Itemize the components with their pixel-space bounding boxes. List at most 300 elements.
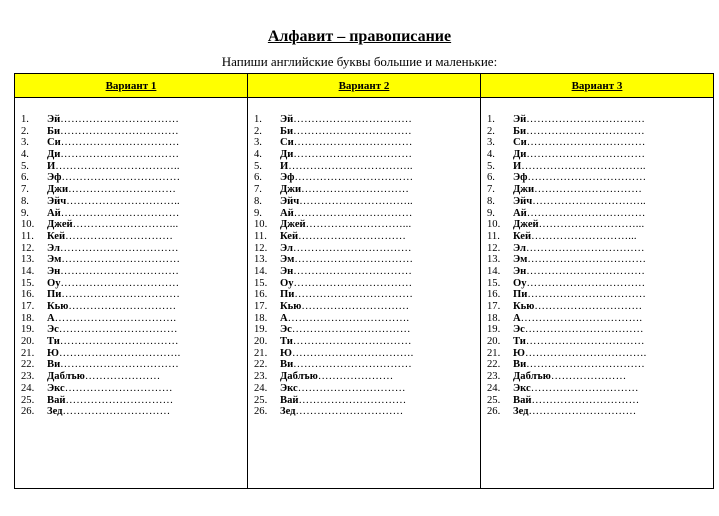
row-number: 10. <box>254 219 268 231</box>
letter-row <box>21 278 247 290</box>
letter-name: Эй <box>280 114 294 125</box>
letter-name: Кью <box>47 301 69 312</box>
answer-blank: ……………………………. <box>54 312 177 324</box>
row-number: 19. <box>487 324 501 336</box>
letter-name: Ви <box>47 359 61 371</box>
letter-name: Оу <box>280 277 294 289</box>
answer-blank: …………………………… <box>526 137 646 149</box>
row-number: 14. <box>21 265 35 277</box>
letter-name: Кей <box>47 230 66 242</box>
letter-row <box>254 406 480 418</box>
row-number: 5. <box>254 160 262 172</box>
row-number: 4. <box>254 149 262 161</box>
row-number: 19. <box>21 324 35 336</box>
row-number: 13. <box>254 254 268 266</box>
row-number: 2. <box>21 125 29 137</box>
row-number: 16. <box>487 289 501 301</box>
letter-name: Джей <box>513 219 539 231</box>
row-number: 9. <box>254 207 262 219</box>
answer-blank: …………………………… <box>60 242 179 254</box>
row-number: 5. <box>21 160 29 172</box>
variant-header-3 <box>481 74 713 98</box>
letter-name: Оу <box>47 277 61 289</box>
answer-blank: …………………………… <box>293 207 413 219</box>
row-number: 13. <box>21 254 35 266</box>
letter-name: Ай <box>280 207 294 219</box>
letter-row <box>21 114 247 126</box>
letter-name: Вай <box>513 394 532 406</box>
letter-row <box>21 383 247 395</box>
row-number: 14. <box>487 265 501 277</box>
letter-row <box>487 219 713 231</box>
row-number: 1. <box>21 114 29 125</box>
letter-name: Зед <box>280 406 296 418</box>
letter-name: Эйч <box>47 195 67 207</box>
variant-header-1 <box>15 74 247 98</box>
letter-row <box>254 383 480 395</box>
row-number: 8. <box>21 195 29 207</box>
row-number: 23. <box>21 371 35 383</box>
row-number: 20. <box>487 336 501 348</box>
row-number: 7. <box>254 184 262 196</box>
letter-row <box>487 395 713 407</box>
answer-blank: ………………………... <box>538 219 645 231</box>
row-number: 6. <box>21 172 29 184</box>
letter-row <box>21 231 247 243</box>
letter-row <box>254 371 480 383</box>
letter-name: Экс <box>513 382 531 394</box>
letter-name: Ай <box>47 207 61 219</box>
answer-blank: ……………………………. <box>291 347 414 359</box>
letter-row <box>487 289 713 301</box>
letter-row <box>487 161 713 173</box>
answer-blank: …………………………… <box>526 114 646 125</box>
letter-row <box>487 313 713 325</box>
letter-row <box>487 231 713 243</box>
row-number: 26. <box>21 406 35 418</box>
letter-name: Джей <box>47 219 73 231</box>
row-number: 3. <box>254 137 262 149</box>
answer-blank: ………………………… <box>295 406 404 418</box>
letter-row <box>487 196 713 208</box>
answer-blank: …………………………… <box>526 207 646 219</box>
variant-header-2 <box>248 74 480 98</box>
letter-name: Даблъю <box>47 371 85 383</box>
row-number: 11. <box>21 230 34 242</box>
answer-blank: …………………………… <box>293 359 412 371</box>
page-subtitle: Напиши английские буквы большие и маленькие: <box>221 54 498 69</box>
letter-name: Кей <box>280 230 299 242</box>
letter-name: Эн <box>513 265 527 277</box>
answer-blank: ………………………… <box>65 394 174 406</box>
answer-blank: ………………………... <box>72 219 179 231</box>
answer-blank: …………………………… <box>527 254 647 266</box>
letter-row <box>254 359 480 371</box>
answer-blank: …………………………… <box>60 207 180 219</box>
letter-name: Ди <box>513 149 527 161</box>
letter-name: Би <box>513 125 527 137</box>
letter-row <box>487 243 713 255</box>
row-number: 25. <box>21 394 35 406</box>
letter-name: Даблъю <box>513 371 551 383</box>
letter-name: Эс <box>47 324 59 336</box>
answer-blank: ………………… <box>317 371 394 383</box>
letter-name: Пи <box>513 289 528 301</box>
letter-name: Эф <box>280 172 295 184</box>
letter-name: И <box>47 160 56 172</box>
letter-name: Ви <box>280 359 294 371</box>
letter-name: Ви <box>513 359 527 371</box>
letter-name: Эф <box>47 172 62 184</box>
letter-name: Эф <box>513 172 528 184</box>
row-number: 4. <box>21 149 29 161</box>
answer-blank: …………………………… <box>60 359 179 371</box>
row-number: 25. <box>254 394 268 406</box>
letter-name: Эм <box>280 254 295 266</box>
answer-blank: …………………………… <box>61 172 181 184</box>
letter-name: Си <box>280 137 294 149</box>
answer-blank: ………………………… <box>534 301 643 312</box>
letter-name: Би <box>47 125 61 137</box>
answer-blank: ………………………… <box>534 184 643 196</box>
letter-row <box>254 243 480 255</box>
row-number: 24. <box>487 382 501 394</box>
letter-row <box>21 161 247 173</box>
letter-name: Джи <box>280 184 302 196</box>
letter-row <box>487 383 713 395</box>
letter-row <box>254 324 480 336</box>
letter-row <box>487 172 713 184</box>
letter-name: Эн <box>47 265 61 277</box>
letter-row <box>487 278 713 290</box>
answer-blank: ………………………… <box>531 394 640 406</box>
row-number: 22. <box>21 359 35 371</box>
answer-blank: …………………………… <box>526 242 645 254</box>
row-number: 18. <box>487 312 501 324</box>
letter-row <box>254 184 480 196</box>
answer-blank: …………………………… <box>526 277 646 289</box>
row-number: 26. <box>487 406 501 418</box>
row-number: 20. <box>254 336 268 348</box>
row-number: 24. <box>21 382 35 394</box>
letter-row <box>254 149 480 161</box>
letter-name: Ти <box>513 336 526 348</box>
letter-row <box>254 278 480 290</box>
row-number: 5. <box>487 160 495 172</box>
variant-header-label: Вариант 3 <box>571 79 623 92</box>
row-number: 9. <box>21 207 29 219</box>
letter-row <box>254 196 480 208</box>
letter-name: Си <box>513 137 527 149</box>
letter-row <box>21 172 247 184</box>
letter-name: Би <box>280 125 294 137</box>
answer-blank: ………………………… <box>62 406 171 418</box>
row-number: 22. <box>487 359 501 371</box>
letter-row <box>487 114 713 126</box>
letter-row <box>487 348 713 360</box>
letter-row <box>487 324 713 336</box>
row-number: 14. <box>254 265 268 277</box>
answer-blank: …………………………… <box>60 265 180 277</box>
letter-name: Эм <box>513 254 528 266</box>
row-number: 4. <box>487 149 495 161</box>
row-number: 20. <box>21 336 35 348</box>
letter-row <box>21 243 247 255</box>
answer-blank: ………………………… <box>301 184 410 196</box>
letter-row <box>21 289 247 301</box>
letter-row <box>21 149 247 161</box>
letter-name: Эл <box>280 242 293 254</box>
letter-row <box>254 231 480 243</box>
variant-column-2 <box>247 74 480 488</box>
row-number: 12. <box>254 242 268 254</box>
answer-blank: …………………………… <box>527 289 647 301</box>
letter-row <box>254 289 480 301</box>
row-number: 23. <box>487 371 501 383</box>
row-number: 21. <box>254 347 268 359</box>
letter-name: Ти <box>47 336 60 348</box>
row-number: 15. <box>487 277 501 289</box>
letter-row <box>254 348 480 360</box>
answer-blank: …………………………… <box>526 359 645 371</box>
row-number: 7. <box>487 184 495 196</box>
row-number: 26. <box>254 406 268 418</box>
letter-row <box>254 336 480 348</box>
letter-row <box>21 208 247 220</box>
letter-name: Джей <box>280 219 306 231</box>
letter-name: Пи <box>280 289 295 301</box>
answer-blank: ………………………… <box>297 382 406 394</box>
letter-row <box>21 395 247 407</box>
letter-row <box>487 137 713 149</box>
answer-blank: …………………………… <box>293 137 413 149</box>
answer-blank: ……………………………. <box>58 347 181 359</box>
row-number: 15. <box>21 277 35 289</box>
letter-row <box>487 208 713 220</box>
letter-name: А <box>513 312 521 324</box>
letter-row <box>21 196 247 208</box>
letter-row <box>254 313 480 325</box>
letter-name: Эс <box>513 324 525 336</box>
letter-row <box>21 336 247 348</box>
answer-blank: ………………………… <box>298 394 407 406</box>
answer-blank: …………………………….. <box>55 160 180 172</box>
answer-blank: …………………………… <box>293 265 413 277</box>
row-number: 3. <box>487 137 495 149</box>
letter-name: Эм <box>47 254 62 266</box>
answer-blank: …………………………… <box>61 289 181 301</box>
letter-name: Пи <box>47 289 62 301</box>
row-number: 19. <box>254 324 268 336</box>
answer-blank: ………………………… <box>68 301 177 312</box>
row-number: 1. <box>487 114 495 125</box>
answer-blank: ……………………………. <box>520 312 643 324</box>
row-number: 10. <box>487 219 501 231</box>
variant-header-label: Вариант 1 <box>105 79 157 92</box>
answer-blank: ………………………… <box>528 406 637 418</box>
row-number: 6. <box>487 172 495 184</box>
answer-blank: …………………………… <box>526 125 645 137</box>
row-number: 11. <box>487 230 500 242</box>
letter-name: Эйч <box>280 195 300 207</box>
variant-column-3 <box>480 74 713 488</box>
letter-row <box>487 184 713 196</box>
row-number: 2. <box>487 125 495 137</box>
letter-row <box>21 313 247 325</box>
row-number: 17. <box>254 301 268 312</box>
letter-row <box>487 406 713 418</box>
letter-list <box>481 114 713 418</box>
answer-blank: ………………… <box>550 371 627 383</box>
letter-row <box>21 137 247 149</box>
answer-blank: ………………………….. <box>299 195 413 207</box>
letter-name: Ай <box>513 207 527 219</box>
letter-list <box>248 114 480 418</box>
row-number: 2. <box>254 125 262 137</box>
letter-name: Экс <box>280 382 298 394</box>
letter-name: Эйч <box>513 195 533 207</box>
answer-blank: ………………………… <box>65 230 174 242</box>
row-number: 18. <box>21 312 35 324</box>
answer-blank: …………………………… <box>60 149 180 161</box>
row-number: 6. <box>254 172 262 184</box>
answer-blank: …………………………….. <box>521 160 646 172</box>
answer-blank: ………………………... <box>531 230 637 242</box>
letter-name: Зед <box>513 406 529 418</box>
row-number: 25. <box>487 394 501 406</box>
answer-blank: …………………………… <box>293 149 413 161</box>
letter-name: Кей <box>513 230 532 242</box>
letter-row <box>21 324 247 336</box>
page-title: Алфавит – правописание <box>267 28 452 45</box>
letter-name: Эл <box>513 242 526 254</box>
answer-blank: …………………………… <box>526 149 646 161</box>
letter-name: Эс <box>280 324 292 336</box>
answer-blank: …………………………… <box>60 277 180 289</box>
row-number: 18. <box>254 312 268 324</box>
letter-row <box>487 301 713 313</box>
letter-row <box>21 406 247 418</box>
letter-row <box>21 254 247 266</box>
answer-blank: ………………………… <box>64 382 173 394</box>
answer-blank: …………………………… <box>60 125 179 137</box>
letter-row <box>254 219 480 231</box>
letter-row <box>487 266 713 278</box>
letter-row <box>254 254 480 266</box>
row-number: 23. <box>254 371 268 383</box>
answer-blank: ………………………… <box>530 382 639 394</box>
answer-blank: ………………………… <box>68 184 177 196</box>
letter-name: Эл <box>47 242 60 254</box>
row-number: 11. <box>254 230 267 242</box>
letter-name: Эй <box>513 114 527 125</box>
variant-column-1 <box>15 74 247 488</box>
row-number: 10. <box>21 219 35 231</box>
row-number: 17. <box>487 301 501 312</box>
letter-name: Ти <box>280 336 293 348</box>
letter-name: Кью <box>280 301 302 312</box>
letter-name: Даблъю <box>280 371 318 383</box>
answer-blank: …………………………… <box>293 125 412 137</box>
letter-row <box>21 348 247 360</box>
letter-name: Ю <box>280 347 292 359</box>
letter-row <box>21 126 247 138</box>
letter-name: Вай <box>280 394 299 406</box>
answer-blank: …………………………….. <box>288 160 413 172</box>
letter-row <box>254 161 480 173</box>
row-number: 12. <box>487 242 501 254</box>
answer-blank: …………………………… <box>294 254 414 266</box>
row-number: 13. <box>487 254 501 266</box>
letter-row <box>21 371 247 383</box>
answer-blank: …………………………… <box>294 289 414 301</box>
answer-blank: …………………………… <box>291 324 411 336</box>
row-number: 1. <box>254 114 262 125</box>
row-number: 21. <box>487 347 501 359</box>
row-number: 17. <box>21 301 35 312</box>
answer-blank: ………………………… <box>301 301 410 312</box>
answer-blank: …………………………… <box>58 324 178 336</box>
row-number: 16. <box>21 289 35 301</box>
variant-header-label: Вариант 2 <box>338 79 390 92</box>
row-number: 9. <box>487 207 495 219</box>
answer-blank: ……………………………. <box>287 312 410 324</box>
row-number: 24. <box>254 382 268 394</box>
answer-blank: ………………………….. <box>66 195 180 207</box>
answer-blank: …………………………… <box>59 336 179 348</box>
letter-row <box>487 359 713 371</box>
row-number: 15. <box>254 277 268 289</box>
letter-row <box>487 126 713 138</box>
answer-blank: ………………………… <box>298 230 407 242</box>
worksheet-table <box>14 73 714 489</box>
letter-name: Джи <box>47 184 69 196</box>
answer-blank: …………………………… <box>293 242 412 254</box>
answer-blank: …………………………… <box>525 336 645 348</box>
letter-row <box>21 266 247 278</box>
letter-name: А <box>47 312 55 324</box>
letter-row <box>21 359 247 371</box>
answer-blank: …………………………… <box>526 265 646 277</box>
letter-name: И <box>280 160 289 172</box>
letter-row <box>21 301 247 313</box>
answer-blank: …………………………… <box>60 114 180 125</box>
letter-name: Ю <box>47 347 59 359</box>
row-number: 8. <box>487 195 495 207</box>
letter-name: Си <box>47 137 61 149</box>
letter-name: И <box>513 160 522 172</box>
letter-row <box>254 126 480 138</box>
answer-blank: ………………………….. <box>532 195 646 207</box>
answer-blank: …………………………… <box>294 172 414 184</box>
letter-name: Оу <box>513 277 527 289</box>
answer-blank: …………………………… <box>524 324 644 336</box>
letter-row <box>254 114 480 126</box>
letter-row <box>254 208 480 220</box>
letter-row <box>254 172 480 184</box>
letter-list <box>15 114 247 418</box>
letter-row <box>487 336 713 348</box>
answer-blank: ………………………... <box>305 219 412 231</box>
row-number: 16. <box>254 289 268 301</box>
letter-row <box>254 137 480 149</box>
letter-name: Эй <box>47 114 61 125</box>
letter-row <box>487 254 713 266</box>
letter-row <box>254 266 480 278</box>
letter-name: Экс <box>47 382 65 394</box>
answer-blank: ……………………………. <box>524 347 647 359</box>
answer-blank: …………………………… <box>293 114 413 125</box>
